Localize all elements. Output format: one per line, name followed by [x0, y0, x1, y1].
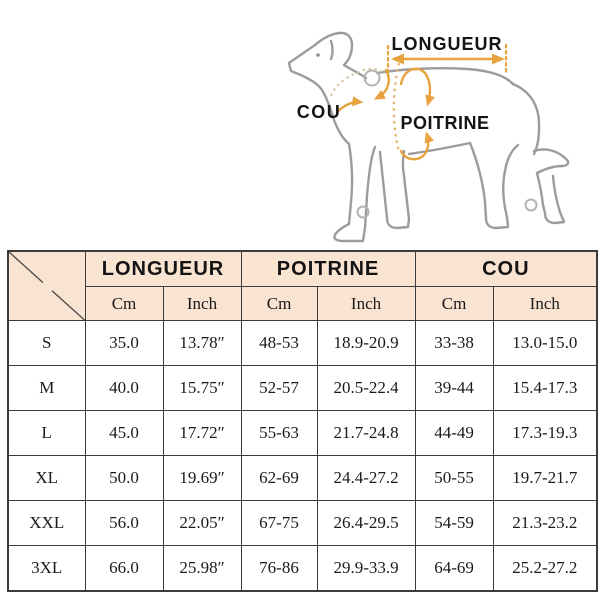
size-cell: XL [8, 456, 85, 501]
value-cell: 25.2-27.2 [493, 546, 597, 592]
value-cell: 33-38 [415, 321, 493, 366]
value-cell: 17.72″ [163, 411, 241, 456]
size-row-xl [8, 456, 597, 501]
value-cell: 26.4-29.5 [317, 501, 415, 546]
value-cell: 15.4-17.3 [493, 366, 597, 411]
size-row-l [8, 411, 597, 456]
size-row-s [8, 321, 597, 366]
value-cell: 56.0 [85, 501, 163, 546]
value-cell: 64-69 [415, 546, 493, 592]
value-cell: 35.0 [85, 321, 163, 366]
value-cell: 52-57 [241, 366, 317, 411]
size-cell: 3XL [8, 546, 85, 592]
value-cell: 40.0 [85, 366, 163, 411]
length-arrowhead-left [391, 54, 404, 65]
value-cell: 45.0 [85, 411, 163, 456]
value-cell: 48-53 [241, 321, 317, 366]
size-row-m [8, 366, 597, 411]
size-cell: S [8, 321, 85, 366]
value-cell: 54-59 [415, 501, 493, 546]
cou-cm-header: Cm [415, 287, 493, 321]
value-cell: 24.4-27.2 [317, 456, 415, 501]
value-cell: 18.9-20.9 [317, 321, 415, 366]
size-row-3xl [8, 546, 597, 592]
size-cell: XXL [8, 501, 85, 546]
column-group-longueur: LONGUEUR [85, 251, 241, 287]
longueur-cm-header: Cm [85, 287, 163, 321]
value-cell: 50.0 [85, 456, 163, 501]
measurement-arrows [337, 45, 506, 159]
column-group-poitrine: POITRINE [241, 251, 415, 287]
value-cell: 15.75″ [163, 366, 241, 411]
poitrine-inch-header: Inch [317, 287, 415, 321]
value-cell: 19.69″ [163, 456, 241, 501]
chest-arrow-top [401, 69, 430, 103]
value-cell: 21.3-23.2 [493, 501, 597, 546]
dog-measurement-diagram [0, 0, 600, 248]
length-arrowhead-right [492, 54, 505, 65]
longueur-diagram-label: LONGUEUR [391, 34, 503, 54]
value-cell: 66.0 [85, 546, 163, 592]
value-cell: 22.05″ [163, 501, 241, 546]
chest-arrow-bottom [401, 135, 428, 159]
value-cell: 62-69 [241, 456, 317, 501]
value-cell: 39-44 [415, 366, 493, 411]
group-header-row [8, 251, 597, 287]
cou-diagram-label: COU [296, 102, 342, 122]
value-cell: 19.7-21.7 [493, 456, 597, 501]
unit-header-row [8, 287, 597, 321]
size-row-xxl [8, 501, 597, 546]
value-cell: 13.78″ [163, 321, 241, 366]
cou-inch-header: Inch [493, 287, 597, 321]
size-cell: M [8, 366, 85, 411]
value-cell: 76-86 [241, 546, 317, 592]
corner-cell [8, 251, 85, 321]
value-cell: 44-49 [415, 411, 493, 456]
poitrine-diagram-label: POITRINE [400, 113, 490, 133]
value-cell: 17.3-19.3 [493, 411, 597, 456]
corner-diagonal-line [9, 252, 85, 320]
value-cell: 29.9-33.9 [317, 546, 415, 592]
value-cell: 55-63 [241, 411, 317, 456]
value-cell: 25.98″ [163, 546, 241, 592]
size-cell: L [8, 411, 85, 456]
value-cell: 13.0-15.0 [493, 321, 597, 366]
value-cell: 67-75 [241, 501, 317, 546]
longueur-inch-header: Inch [163, 287, 241, 321]
size-table [7, 250, 598, 592]
value-cell: 20.5-22.4 [317, 366, 415, 411]
poitrine-cm-header: Cm [241, 287, 317, 321]
value-cell: 50-55 [415, 456, 493, 501]
column-group-cou: COU [415, 251, 597, 287]
value-cell: 21.7-24.8 [317, 411, 415, 456]
chest-girth-dashed-line [394, 63, 399, 152]
